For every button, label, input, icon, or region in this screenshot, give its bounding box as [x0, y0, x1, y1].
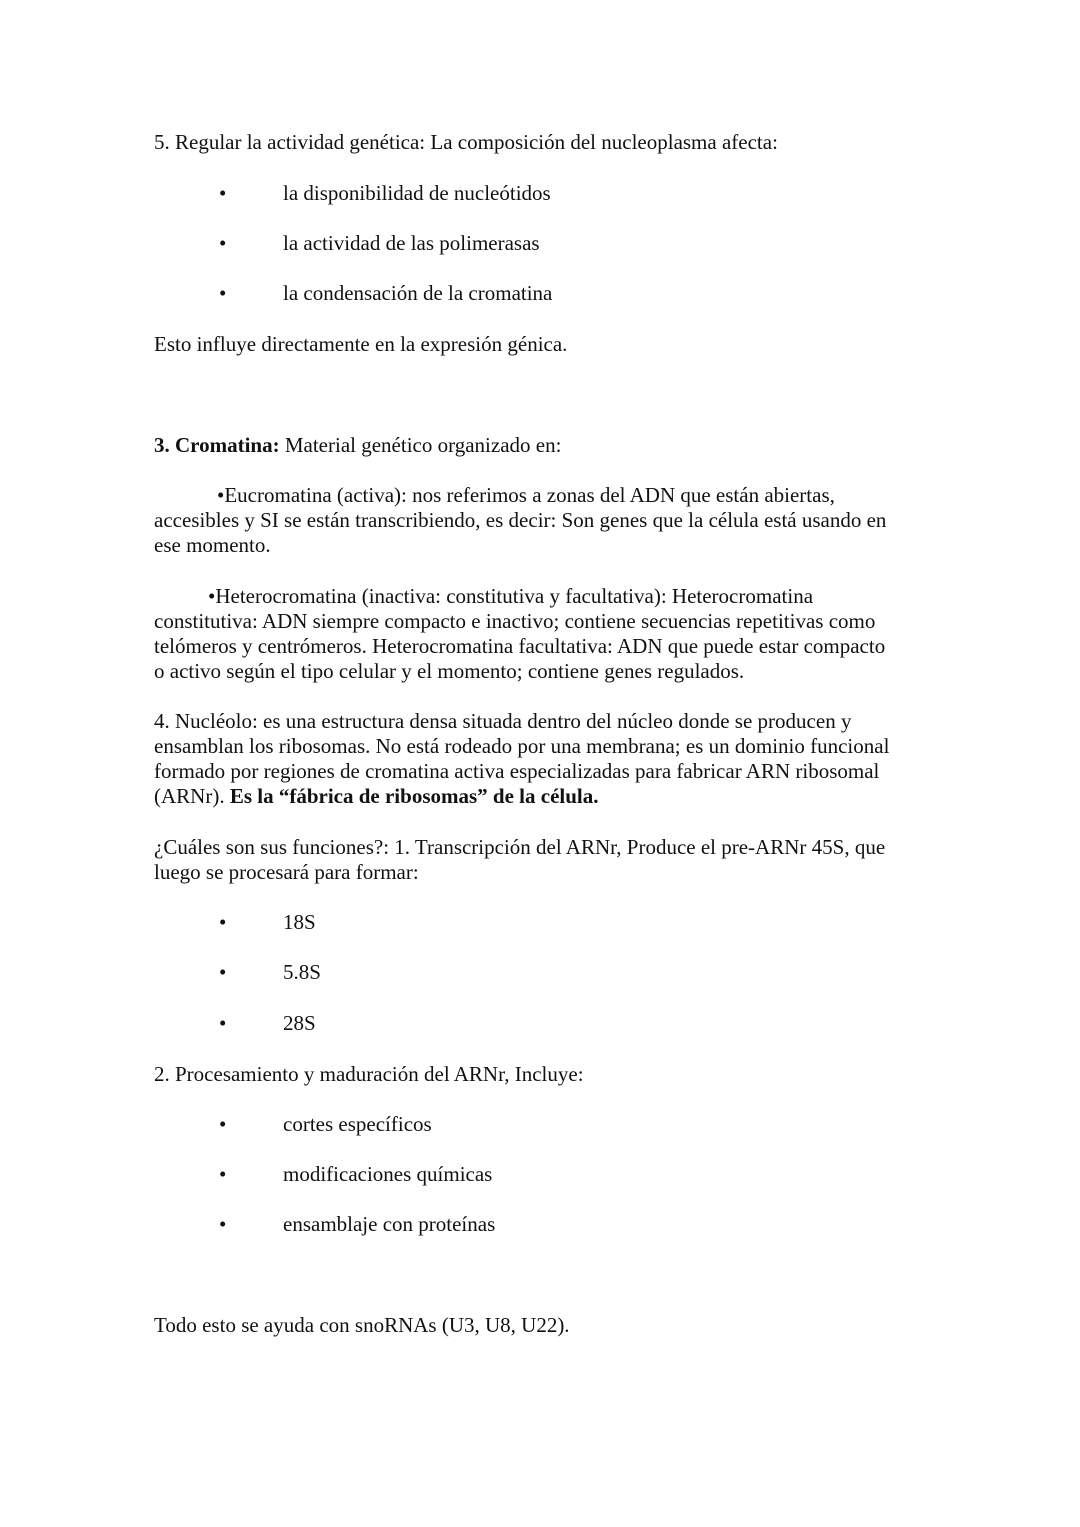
- list-item-text: 5.8S: [283, 960, 321, 984]
- section-3-title: 3. Cromatina:: [154, 433, 280, 457]
- bullet-icon: •: [219, 960, 227, 984]
- bullet-icon: •: [219, 1162, 227, 1186]
- list-item: [0, 960, 1080, 985]
- list-item: [0, 181, 1080, 206]
- functions-line: luego se procesará para formar:: [154, 860, 419, 884]
- section-3-subtitle: Material genético organizado en:: [279, 433, 562, 457]
- list-item: [0, 1112, 1080, 1137]
- list-item-text: modificaciones químicas: [283, 1162, 493, 1186]
- nucleolo-paragraph: [154, 709, 924, 809]
- nucleolo-line: (ARNr).: [154, 784, 230, 808]
- bullet-icon: •: [219, 1112, 227, 1136]
- list-item-text: cortes específicos: [283, 1112, 432, 1136]
- list-item: [0, 910, 1080, 935]
- eucromatina-line: •Eucromatina (activa): nos referimos a zonas del ADN que están abiertas,: [217, 483, 835, 507]
- list-item-text: 18S: [283, 910, 316, 934]
- heterocromatina-line: •Heterocromatina (inactiva: constitutiva y facultativa): Heterocromatina: [208, 584, 814, 608]
- list-item-text: la disponibilidad de nucleótidos: [283, 181, 551, 205]
- bullet-icon: •: [219, 281, 227, 305]
- step-2-heading: 2. Procesamiento y maduración del ARNr, Incluye:: [154, 1062, 584, 1086]
- bullet-icon: •: [219, 1011, 227, 1035]
- heterocromatina-line: o activo según el tipo celular y el momento; contiene genes regulados.: [154, 659, 745, 683]
- list-item: [0, 231, 1080, 256]
- eucromatina-line: accesibles y SI se están transcribiendo, es decir: Son genes que la célula está usando en: [154, 508, 887, 532]
- list-item-text: la actividad de las polimerasas: [283, 231, 540, 255]
- list-item: [0, 1212, 1080, 1237]
- list-item-text: ensamblaje con proteínas: [283, 1212, 496, 1236]
- eucromatina-line: ese momento.: [154, 533, 271, 557]
- heterocromatina-paragraph: [154, 584, 924, 684]
- nucleolo-line: 4. Nucléolo: es una estructura densa situada dentro del núcleo donde se producen y: [154, 709, 852, 733]
- bullet-icon: •: [219, 181, 227, 205]
- list-item-text: la condensación de la cromatina: [283, 281, 553, 305]
- section-3-heading: [154, 433, 561, 458]
- bullet-icon: •: [219, 910, 227, 934]
- eucromatina-paragraph: [154, 483, 924, 558]
- footer-note: Todo esto se ayuda con snoRNAs (U3, U8, U22).: [154, 1313, 570, 1337]
- heterocromatina-line: constitutiva: ADN siempre compacto e inactivo; contiene secuencias repetitivas como: [154, 609, 876, 633]
- list-item: [0, 1162, 1080, 1187]
- functions-line: ¿Cuáles son sus funciones?: 1. Transcripción del ARNr, Produce el pre-ARNr 45S, que: [154, 835, 886, 859]
- section-5-conclusion: Esto influye directamente en la expresión génica.: [154, 332, 568, 356]
- functions-paragraph: [154, 835, 924, 885]
- list-item: [0, 1011, 1080, 1036]
- bullet-icon: •: [219, 1212, 227, 1236]
- nucleolo-emphasis: Es la “fábrica de ribosomas” de la célula.: [229, 784, 599, 808]
- section-5-heading: 5. Regular la actividad genética: La composición del nucleoplasma afecta:: [154, 130, 778, 154]
- nucleolo-line: formado por regiones de cromatina activa especializadas para fabricar ARN ribosomal: [154, 759, 880, 783]
- list-item: [0, 281, 1080, 306]
- list-item-text: 28S: [283, 1011, 316, 1035]
- bullet-icon: •: [219, 231, 227, 255]
- nucleolo-line: ensamblan los ribosomas. No está rodeado por una membrana; es un dominio funcional: [154, 734, 890, 758]
- heterocromatina-line: telómeros y centrómeros. Heterocromatina facultativa: ADN que puede estar compacto: [154, 634, 886, 658]
